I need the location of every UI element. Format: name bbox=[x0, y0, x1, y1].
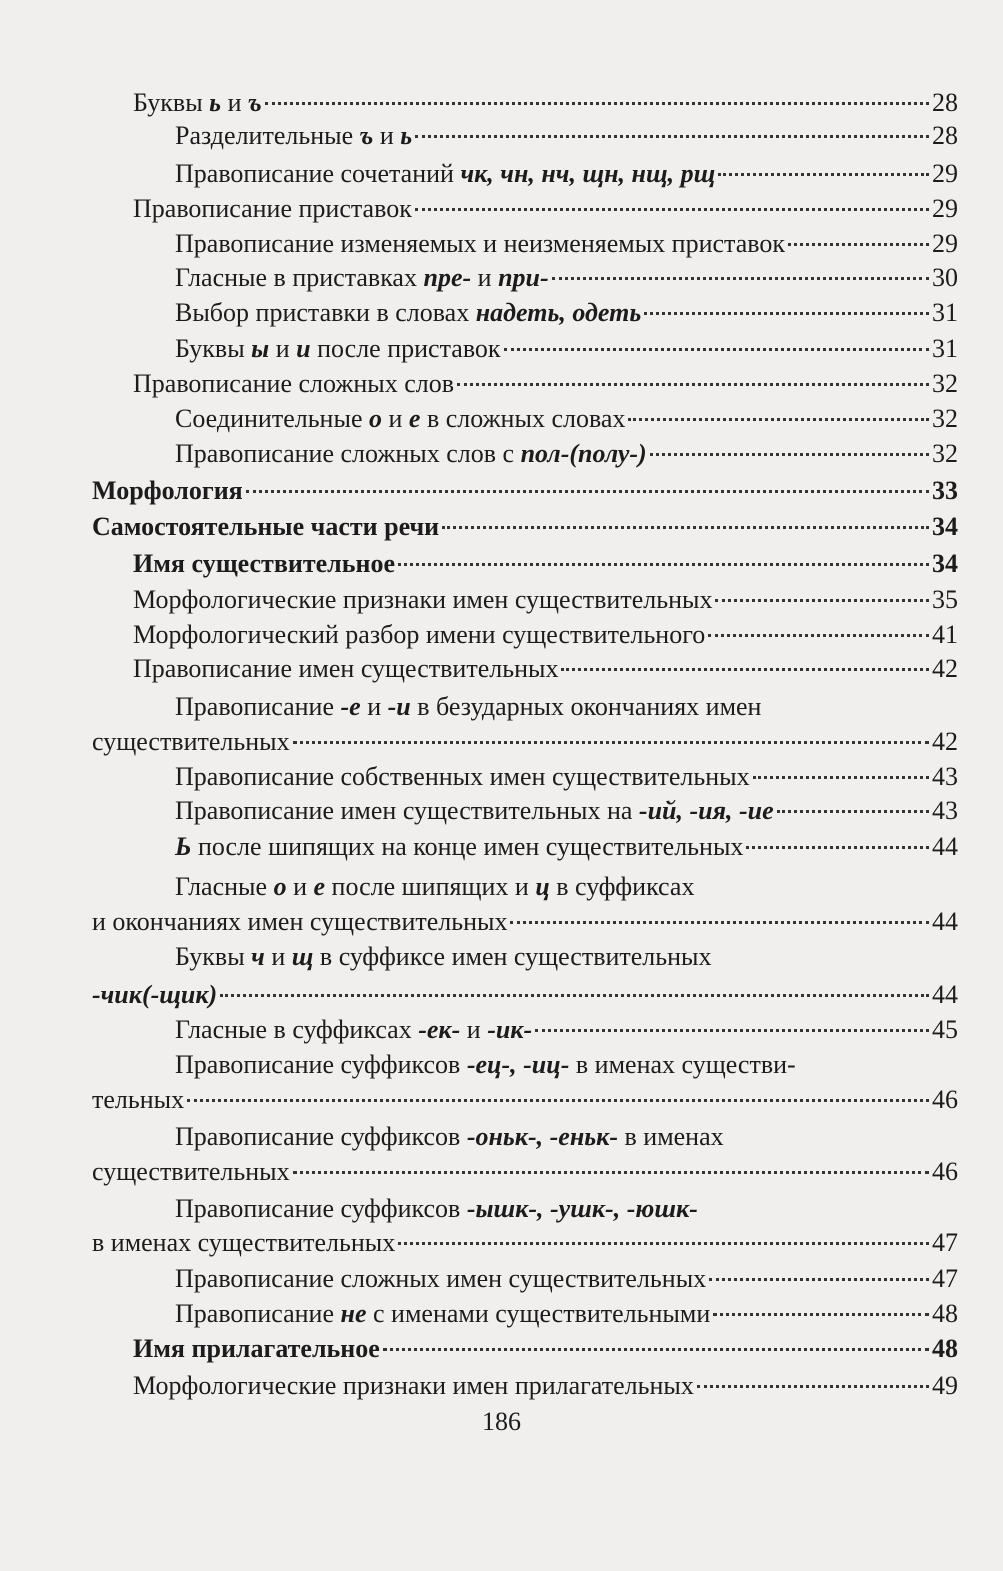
toc-entry-title bbox=[175, 1297, 710, 1330]
toc-entry[interactable] bbox=[133, 192, 958, 225]
emphasized-term: пре- bbox=[423, 263, 472, 292]
toc-entry-title bbox=[92, 510, 439, 543]
dot-leader bbox=[187, 1099, 929, 1102]
emphasized-term: е bbox=[313, 872, 326, 901]
emphasized-term: надеть, одеть bbox=[475, 298, 642, 327]
toc-page-number: 47 bbox=[932, 1264, 958, 1293]
toc-entry[interactable] bbox=[175, 1297, 958, 1330]
entry-text: Гласные в суффиксах bbox=[175, 1015, 419, 1044]
emphasized-term: е bbox=[408, 404, 421, 433]
entry-text: Правописание bbox=[175, 692, 341, 721]
toc-entry-title bbox=[92, 1155, 290, 1188]
dot-leader bbox=[650, 453, 929, 456]
emphasized-term: ь bbox=[400, 121, 413, 150]
entry-text: Гласные в приставках bbox=[175, 263, 424, 292]
toc-entry[interactable] bbox=[175, 1013, 958, 1046]
toc-page-number: 29 bbox=[932, 194, 958, 223]
entry-text: тельных bbox=[92, 1085, 185, 1114]
toc-page-number: 32 bbox=[932, 369, 958, 398]
toc-entry[interactable] bbox=[175, 227, 958, 260]
toc-entry-title bbox=[175, 261, 549, 294]
toc-entry[interactable] bbox=[133, 583, 958, 616]
toc-entry[interactable] bbox=[133, 618, 958, 651]
emphasized-term: ы bbox=[251, 334, 270, 363]
toc-entry-title bbox=[175, 227, 785, 260]
toc-page-number: 34 bbox=[932, 512, 958, 541]
toc-entry[interactable] bbox=[175, 119, 958, 152]
emphasized-term: ъ bbox=[247, 88, 262, 117]
dot-leader bbox=[713, 1313, 929, 1316]
toc-page-number: 46 bbox=[932, 1085, 958, 1114]
toc-entry-title bbox=[133, 367, 454, 400]
toc-entry-title bbox=[92, 1083, 184, 1116]
toc-entry[interactable] bbox=[175, 1262, 958, 1295]
emphasized-term: о bbox=[273, 872, 287, 901]
toc-page-number: 48 bbox=[932, 1334, 958, 1363]
toc-entry-title bbox=[175, 119, 412, 152]
entry-text: Самостоятельные части речи bbox=[92, 512, 440, 541]
entry-text: в суффиксе имен существительных bbox=[313, 942, 712, 971]
emphasized-term: ц bbox=[535, 872, 550, 901]
toc-entry-first-line bbox=[175, 690, 761, 723]
entry-text: Правописание bbox=[175, 1299, 341, 1328]
emphasized-term: ч bbox=[251, 942, 265, 971]
toc-page-number: 42 bbox=[932, 727, 958, 756]
toc-entry[interactable] bbox=[175, 332, 958, 365]
entry-text: Морфологический разбор имени существительного bbox=[133, 620, 706, 649]
entry-text: Правописание суффиксов bbox=[175, 1194, 467, 1223]
emphasized-term: -ышк-, -ушк-, -юшк- bbox=[466, 1194, 698, 1223]
emphasized-term: ъ bbox=[359, 121, 374, 150]
toc-page-number: 42 bbox=[932, 654, 958, 683]
dot-leader bbox=[709, 1278, 929, 1281]
entry-text: в суффиксах bbox=[549, 872, 695, 901]
entry-text: и bbox=[373, 121, 401, 150]
page-number: 186 bbox=[482, 1407, 521, 1436]
toc-page-number: 46 bbox=[932, 1157, 958, 1186]
emphasized-term: -ик- bbox=[487, 1015, 533, 1044]
entry-text: и bbox=[269, 334, 297, 363]
toc-page-number: 32 bbox=[932, 404, 958, 433]
entry-text: Правописание приставок bbox=[133, 194, 412, 223]
entry-text: Правописание собственных имен существительных bbox=[175, 762, 750, 791]
toc-entry-title bbox=[133, 652, 558, 685]
entry-text: в именах bbox=[618, 1122, 724, 1151]
dot-leader bbox=[442, 526, 929, 529]
toc-entry[interactable] bbox=[92, 978, 958, 1011]
dot-leader bbox=[398, 563, 929, 566]
entry-text: Имя прилагательное bbox=[133, 1334, 380, 1363]
toc-page-number: 32 bbox=[932, 439, 958, 468]
entry-text: Правописание суффиксов bbox=[175, 1122, 467, 1151]
toc-page-number: 44 bbox=[932, 980, 958, 1009]
toc-entry[interactable] bbox=[92, 1226, 958, 1259]
entry-text: существительных bbox=[92, 727, 290, 756]
dot-leader bbox=[504, 348, 929, 351]
entry-text: после шипящих на конце имен существительных bbox=[191, 832, 744, 861]
emphasized-term: -ек- bbox=[418, 1015, 461, 1044]
dot-leader bbox=[715, 599, 929, 602]
toc-entry-first-line bbox=[175, 940, 712, 973]
entry-text: Гласные bbox=[175, 872, 274, 901]
entry-text: Разделительные bbox=[175, 121, 360, 150]
toc-entry-first-line bbox=[175, 1048, 796, 1081]
toc-page-number: 43 bbox=[932, 796, 958, 825]
toc-entry-title bbox=[175, 332, 501, 365]
emphasized-term: о bbox=[368, 404, 382, 433]
toc-entry-title bbox=[133, 1332, 380, 1365]
toc-entry-title bbox=[175, 402, 625, 435]
toc-entry[interactable] bbox=[175, 157, 958, 190]
toc-entry-title bbox=[92, 474, 243, 507]
toc-page-number: 31 bbox=[932, 298, 958, 327]
dot-leader bbox=[697, 1385, 929, 1388]
toc-entry[interactable] bbox=[175, 437, 958, 470]
entry-text: и bbox=[286, 872, 314, 901]
toc-page-number: 28 bbox=[932, 121, 958, 150]
toc-page-number: 44 bbox=[932, 832, 958, 861]
dot-leader bbox=[293, 741, 929, 744]
entry-text: в именах существительных bbox=[92, 1228, 396, 1257]
toc-entry-first-line bbox=[175, 1192, 698, 1225]
dot-leader bbox=[415, 208, 929, 211]
toc-entry-title bbox=[92, 1226, 395, 1259]
entry-text: и bbox=[381, 404, 409, 433]
entry-text: и bbox=[471, 263, 499, 292]
toc-page-number: 49 bbox=[932, 1371, 958, 1400]
entry-text: после шипящих и bbox=[325, 872, 536, 901]
toc-page-number: 44 bbox=[932, 907, 958, 936]
entry-text: после приставок bbox=[310, 334, 501, 363]
toc-entry-title bbox=[175, 437, 647, 470]
dot-leader bbox=[457, 383, 929, 386]
toc-entry[interactable] bbox=[175, 402, 958, 435]
emphasized-term: -оньк-, -еньк- bbox=[466, 1122, 618, 1151]
toc-entry[interactable] bbox=[92, 905, 958, 938]
toc-entry[interactable] bbox=[133, 367, 958, 400]
entry-text: и bbox=[360, 692, 388, 721]
entry-text: Правописание имен существительных bbox=[133, 654, 559, 683]
toc-section-heading[interactable] bbox=[133, 1332, 958, 1365]
toc-entry[interactable] bbox=[133, 1369, 958, 1402]
entry-text: Буквы bbox=[133, 88, 210, 117]
entry-text: и bbox=[460, 1015, 488, 1044]
entry-text: Правописание сложных слов с bbox=[175, 439, 521, 468]
toc-section-heading[interactable] bbox=[92, 510, 958, 543]
entry-text: Буквы bbox=[175, 334, 252, 363]
toc-entry-title bbox=[175, 1262, 706, 1295]
toc-entry-title bbox=[175, 157, 715, 190]
emphasized-term: не bbox=[340, 1299, 367, 1328]
entry-text: в именах существи- bbox=[569, 1050, 796, 1079]
toc-entry[interactable] bbox=[175, 830, 958, 863]
toc-entry-title bbox=[92, 905, 507, 938]
dot-leader bbox=[644, 312, 929, 315]
toc-entry[interactable] bbox=[175, 760, 958, 793]
toc-entry-title bbox=[175, 830, 743, 863]
toc-page-number: 29 bbox=[932, 159, 958, 188]
toc-entry-title bbox=[92, 725, 290, 758]
entry-text: Правописание сложных слов bbox=[133, 369, 455, 398]
emphasized-term: -ий, -ия, -ие bbox=[638, 796, 774, 825]
entry-text: Правописание изменяемых и неизменяемых приставок bbox=[175, 229, 785, 258]
toc-page-number: 48 bbox=[932, 1299, 958, 1328]
dot-leader bbox=[788, 243, 929, 246]
emphasized-term: -чик(-щик) bbox=[92, 980, 218, 1009]
dot-leader bbox=[293, 1171, 929, 1174]
toc-entry-title bbox=[175, 794, 774, 827]
entry-text: Правописание сочетаний bbox=[175, 159, 461, 188]
toc-entry-title bbox=[133, 547, 395, 580]
toc-page-number: 45 bbox=[932, 1015, 958, 1044]
entry-text: существительных bbox=[92, 1157, 290, 1186]
toc-entry[interactable] bbox=[133, 652, 958, 685]
dot-leader bbox=[708, 634, 929, 637]
dot-leader bbox=[718, 173, 929, 176]
toc-page-number: 41 bbox=[932, 620, 958, 649]
entry-text: и окончаниях имен существительных bbox=[92, 907, 508, 936]
entry-text: Выбор приставки в словах bbox=[175, 298, 476, 327]
dot-leader bbox=[561, 668, 929, 671]
toc-section-heading[interactable] bbox=[92, 474, 958, 507]
dot-leader bbox=[552, 277, 929, 280]
dot-leader bbox=[535, 1029, 929, 1032]
entry-text: Правописание имен существительных на bbox=[175, 796, 639, 825]
toc-entry-first-line bbox=[175, 1120, 724, 1153]
emphasized-term: и bbox=[296, 334, 311, 363]
entry-text: Морфология bbox=[92, 476, 243, 505]
toc-entry-title bbox=[133, 618, 705, 651]
toc-entry[interactable] bbox=[133, 86, 958, 119]
emphasized-term: -е bbox=[340, 692, 361, 721]
toc-section-heading[interactable] bbox=[133, 547, 958, 580]
dot-leader bbox=[220, 994, 929, 997]
entry-text: и bbox=[221, 88, 248, 117]
toc-entry-first-line bbox=[175, 870, 694, 903]
dot-leader bbox=[510, 921, 929, 924]
dot-leader bbox=[746, 846, 929, 849]
entry-text: в безударных окончаниях имен bbox=[410, 692, 762, 721]
dot-leader bbox=[246, 490, 929, 493]
entry-text: в сложных словах bbox=[420, 404, 626, 433]
emphasized-term: Ь bbox=[175, 832, 192, 861]
entry-text: Буквы bbox=[175, 942, 252, 971]
toc-entry[interactable] bbox=[92, 1155, 958, 1188]
toc-page-number: 43 bbox=[932, 762, 958, 791]
entry-text: с именами существительными bbox=[366, 1299, 711, 1328]
emphasized-term: пол-(полу-) bbox=[520, 439, 647, 468]
toc-entry[interactable] bbox=[175, 296, 958, 329]
dot-leader bbox=[383, 1348, 929, 1351]
dot-leader bbox=[265, 102, 929, 105]
toc-entry-title bbox=[133, 583, 712, 616]
dot-leader bbox=[753, 776, 929, 779]
toc-entry[interactable] bbox=[92, 725, 958, 758]
dot-leader bbox=[777, 810, 929, 813]
toc-page-number: 28 bbox=[932, 88, 958, 117]
toc-entry-title bbox=[133, 1369, 694, 1402]
toc-page-number: 31 bbox=[932, 334, 958, 363]
toc-page-number: 35 bbox=[932, 585, 958, 614]
emphasized-term: щ bbox=[291, 942, 314, 971]
toc-page-number: 33 bbox=[932, 476, 958, 505]
toc-entry[interactable] bbox=[92, 1083, 958, 1116]
emphasized-term: -ец-, -иц- bbox=[466, 1050, 570, 1079]
toc-entry-title bbox=[133, 86, 262, 119]
toc-entry-title bbox=[175, 1013, 532, 1046]
emphasized-term: ь bbox=[209, 88, 222, 117]
toc-page-number: 47 bbox=[932, 1228, 958, 1257]
entry-text: Соединительные bbox=[175, 404, 369, 433]
toc-entry-title bbox=[133, 192, 412, 225]
toc-entry-title bbox=[175, 296, 641, 329]
emphasized-term: чк, чн, нч, щн, нщ, рщ bbox=[460, 159, 716, 188]
toc-page-number: 30 bbox=[932, 263, 958, 292]
toc-entry-title bbox=[92, 978, 217, 1011]
toc-page-number: 34 bbox=[932, 549, 958, 578]
toc-entry[interactable] bbox=[175, 794, 958, 827]
emphasized-term: -и bbox=[387, 692, 411, 721]
toc-page-number: 29 bbox=[932, 229, 958, 258]
dot-leader bbox=[628, 418, 929, 421]
emphasized-term: при- bbox=[498, 263, 549, 292]
dot-leader bbox=[415, 135, 929, 138]
entry-text: Морфологические признаки имен прилагательных bbox=[133, 1371, 694, 1400]
entry-text: Правописание суффиксов bbox=[175, 1050, 467, 1079]
toc-entry[interactable] bbox=[175, 261, 958, 294]
entry-text: и bbox=[264, 942, 292, 971]
entry-text: Имя существительное bbox=[133, 549, 396, 578]
toc-entry-title bbox=[175, 760, 750, 793]
entry-text: Правописание сложных имен существительных bbox=[175, 1264, 707, 1293]
dot-leader bbox=[398, 1242, 929, 1245]
entry-text: Морфологические признаки имен существительных bbox=[133, 585, 713, 614]
